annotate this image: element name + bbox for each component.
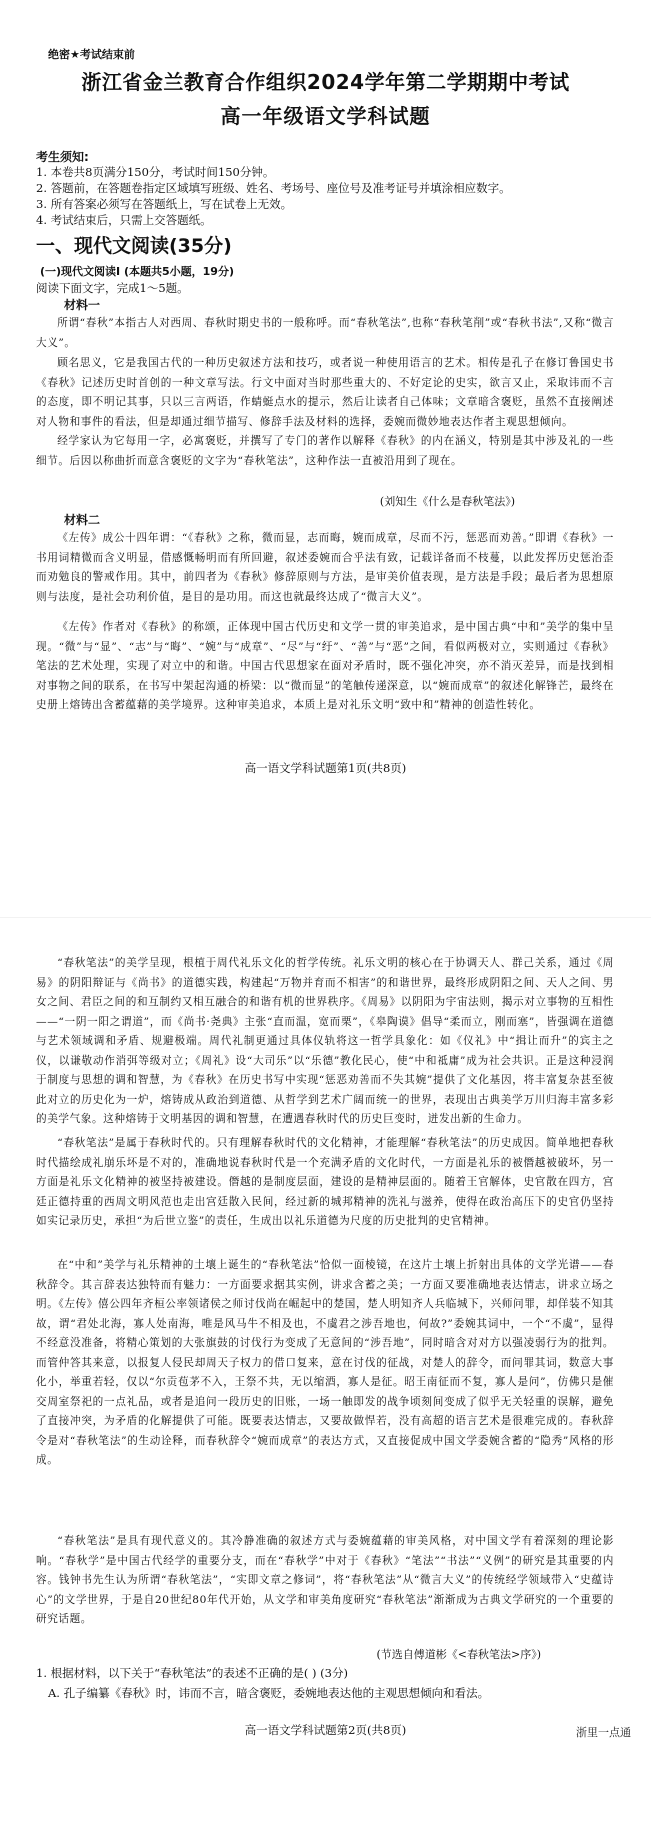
note-item: 4. 考试结束后，只需上交答题纸。	[36, 213, 212, 227]
article-paragraph: “春秋笔法”的美学呈现，根植于周代礼乐文化的哲学传统。礼乐文明的核心在于协调天人、群己关系，通过《周易》的阴阳辩证与《尚书》的道德实践，构建起“万物并育而不相害”的和谐世界，最终形成阴阳之间、天人之间、男女之间、君臣之间的和互制约又相互融合的和谐有机的世界秩序。《周易》以阴阳为宇宙法则，揭示对立事物的互相性——“一阴一阳之谓道”，而《尚书·尧典》主张“直而温，宽而栗”，《皋陶谟》倡导“柔而立，刚而塞”，皆强调在道德与艺术领域调和矛盾、规避极端。周代礼制更通过具体仪轨将这一哲学具象化：如《仪礼》中“揖让而升”的宾主之仪，以谦敬动作消弭等级对立；《周礼》设“大司乐”以“乐德”教化民心，使“中和祗庸”成为社会共识。正是这种浸润于制度与思想的调和智慧，为《春秋》在历史书写中实现“惩恶劝善而不失其婉”提供了文化基因，将丰富复杂甚至彼此对立的历史化为一炉，熔铸成从政治到道德、从哲学到艺术广阔而统一的世界，表现出古典美学万川归海丰富多彩的美学气象。这种熔铸于文明基因的调和智慧，在遭遇春秋时代的历史巨变时，迸发出新的生命力。	[36, 957, 614, 1125]
material1-source: (刘知生《什么是春秋笔法》)	[379, 495, 515, 508]
article-paragraph: “春秋笔法”是具有现代意义的。其冷静准确的叙述方式与委婉蕴藉的审美风格，对中国文学有着深刻的理论影响。“春秋学”是中国古代经学的重要分支，而在“春秋学”中对于《春秋》“笔法”“书法”“义例”的研究是其重要的内容。钱钟书先生认为所谓“春秋笔法”，“实即文章之修词”，将“春秋笔法”从“微言大义”的传统经学领域带入“史蕴诗心”的文学世界，于是自20世纪80年代开始，从文学和审美角度研究“春秋笔法”渐渐成为古典文学研究的一个重要的研究话题。	[36, 1535, 614, 1625]
confidential-label: 绝密★考试结束前	[48, 48, 135, 61]
question-1-option-a: A. 孔子编纂《春秋》时，讳而不言，暗含褒贬，委婉地表达他的主观思想倾向和看法。	[48, 1686, 490, 1700]
article-paragraph: “春秋笔法”是属于春秋时代的。只有理解春秋时代的文化精神，才能理解“春秋笔法”的历史成因。简单地把春秋时代描绘成礼崩乐坏是不对的，准确地说春秋时代是一个充满矛盾的文化时代，一方面是礼乐的被僭越被破坏，另一方面是礼乐文化精神的被坚持被建设。僭越的是制度层面，建设的是精神层面的。随着王官解体，史官散在四方，宫廷正德持重的西周文明风范也走出宫廷散入民间，经过新的城邦精神的洗礼与滋养，使得在政治高压下的史官仍坚持如实记录历史，承担“为后世立鉴”的责任，生成出以礼乐道德为尺度的历史批判的史官精神。	[36, 1137, 614, 1227]
exam-page-1	[0, 0, 651, 918]
material1-paragraph: 经学家认为它每用一字，必寓褒贬，并撰写了专门的著作以解释《春秋》的内在涵义，特别是其中涉及礼的一些细节。后因以称曲折而意含褒贬的文字为“春秋笔法”，这种作法一直被沿用到了现在。	[36, 435, 614, 467]
note-item: 3. 所有答案必须写在答题纸上，写在试卷上无效。	[36, 197, 293, 211]
material2-label: 材料二	[64, 513, 101, 527]
page-footer: 高一语文学科试题第2页(共8页)	[244, 1723, 407, 1737]
subsection-title: (一)现代文阅读I (本题共5小题，19分)	[40, 265, 234, 278]
watermark-text: 浙里一点通	[576, 1726, 631, 1739]
reading-instruction: 阅读下面文字，完成1～5题。	[36, 281, 189, 295]
material1-paragraph: 顾名思义，它是我国古代的一种历史叙述方法和技巧，或者说一种使用语言的艺术。相传是孔子在修订鲁国史书《春秋》记述历史时首创的一种文章写法。行文中面对当时那些重大的、不好定论的史实，欲言又止，采取讳而不言的态度，即不明记其事，只以三言两语，作蜻蜓点水的提示，然后让读者自己体味；文章暗含褒贬，虽然不直接阐述对人物和事件的看法，但是却通过细节描写、修辞手法及材料的选择，委婉而微妙地表达作者主观思想倾向。	[36, 357, 614, 428]
notes-list	[36, 164, 511, 228]
material2-paragraph: 《左传》成公十四年谓：“《春秋》之称，微而显，志而晦，婉而成章，尽而不污，惩恶而劝善。”即谓《春秋》一书用词精微而含义明显，借感慨畅明而有所回避，叙述委婉而合乎法有致，记载详备而不枝蔓，以此发挥历史惩治歪而劝勉良的警戒作用。其中，前四者为《春秋》修辞原则与方法，是审美价值表现，是方法是手段；最后者为思想原则与法度，是社会功利价值，是目的是功用。而这也就最终达成了“微言大义”。	[36, 532, 614, 603]
section-title: 一、现代文阅读(35分)	[36, 235, 232, 257]
material1-paragraph: 所谓“春秋”本指古人对西周、春秋时期史书的一般称呼。而“春秋笔法”,也称“春秋笔削”或“春秋书法”,又称“微言大义”。	[36, 317, 614, 349]
exam-page-2	[0, 918, 651, 1842]
exam-title: 浙江省金兰教育合作组织2024学年第二学期期中考试	[81, 70, 570, 94]
notes-heading: 考生须知:	[36, 150, 89, 164]
material1-label: 材料一	[64, 298, 101, 312]
article-paragraph: 在“中和”美学与礼乐精神的土壤上诞生的“春秋笔法”恰似一面棱镜，在这片土壤上折射出具体的文学光谱——春秋辞令。其言辞表达独特而有魅力：一方面要求据其实例，讲求含蓄之美；一方面又要准确地表达情志，讲求立场之明。《左传》僖公四年齐桓公率领诸侯之师讨伐尚在崛起中的楚国，楚人明知齐人兵临城下，兴师问罪，却佯装不知其故，谓“君处北海，寡人处南海，唯是风马牛不相及也，不虞君之涉吾地也，何故?”委婉其词中，一个“不虞”，显得不经意没准备，将精心策划的大张旗鼓的讨伐行为变成了无意间的“涉吾地”，同时暗含对对方以强凌弱行为的批判。而管仲答其来意，以报复人侵民却周天子权力的借口复来，意在讨伐的征战，对楚人的辞令，而问罪其词，数意大事化小，举重若轻，仅以“尔贡苞茅不入，王祭不共，无以缩酒，寡人是征。昭王南征而不复，寡人是问”，仿佛只是催交周室祭祀的一点礼品，或者是追问一段历史的旧账，一场一触即发的战争顷刻间变成了似乎无关轻重的误解，避免了直接冲突，为矛盾的化解提供了可能。既要表达情志，又要故做悍若，没有高超的语言艺术是很难完成的。春秋辞令是对“春秋笔法”的生动诠释，而春秋辞令“婉而成章”的表达方式，又直接促成中国文学委婉含蓄的“隐秀”风格的形成。	[36, 1259, 614, 1466]
note-item: 1. 本卷共8页满分150分，考试时间150分钟。	[36, 165, 275, 179]
article-source: (节选自傅道彬《<春秋笔法>序》)	[376, 1648, 541, 1661]
question-1: 1. 根据材料，以下关于“春秋笔法”的表述不正确的是( ) (3分)	[36, 1666, 348, 1680]
page-footer: 高一语文学科试题第1页(共8页)	[244, 761, 407, 775]
material2-paragraph: 《左传》作者对《春秋》的称颂，正体现中国古代历史和文学一贯的审美追求，是中国古典“中和”美学的集中呈现。“微”与“显”、“志”与“晦”、“婉”与“成章”、“尽”与“纡”、“善”与“恶”之间，看似两极对立，实则通过《春秋》笔法的艺术处理，实现了对立中的和谐。中国古代思想家在面对矛盾时，既不强化冲突，亦不消灭差异，而是找到相对事物之间的联系，在书写中架起沟通的桥梁：以“微而显”的笔触传递深意，以“婉而成章”的叙述化解锋芒，最终在史册上熔铸出含蓄蕴藉的美学境界。这种审美追求，本质上是对礼乐文明“致中和”精神的创造性转化。	[36, 621, 614, 711]
exam-subtitle: 高一年级语文学科试题	[220, 104, 431, 128]
note-item: 2. 答题前，在答题卷指定区域填写班级、姓名、考场号、座位号及准考证号并填涂相应数字。	[36, 181, 511, 195]
